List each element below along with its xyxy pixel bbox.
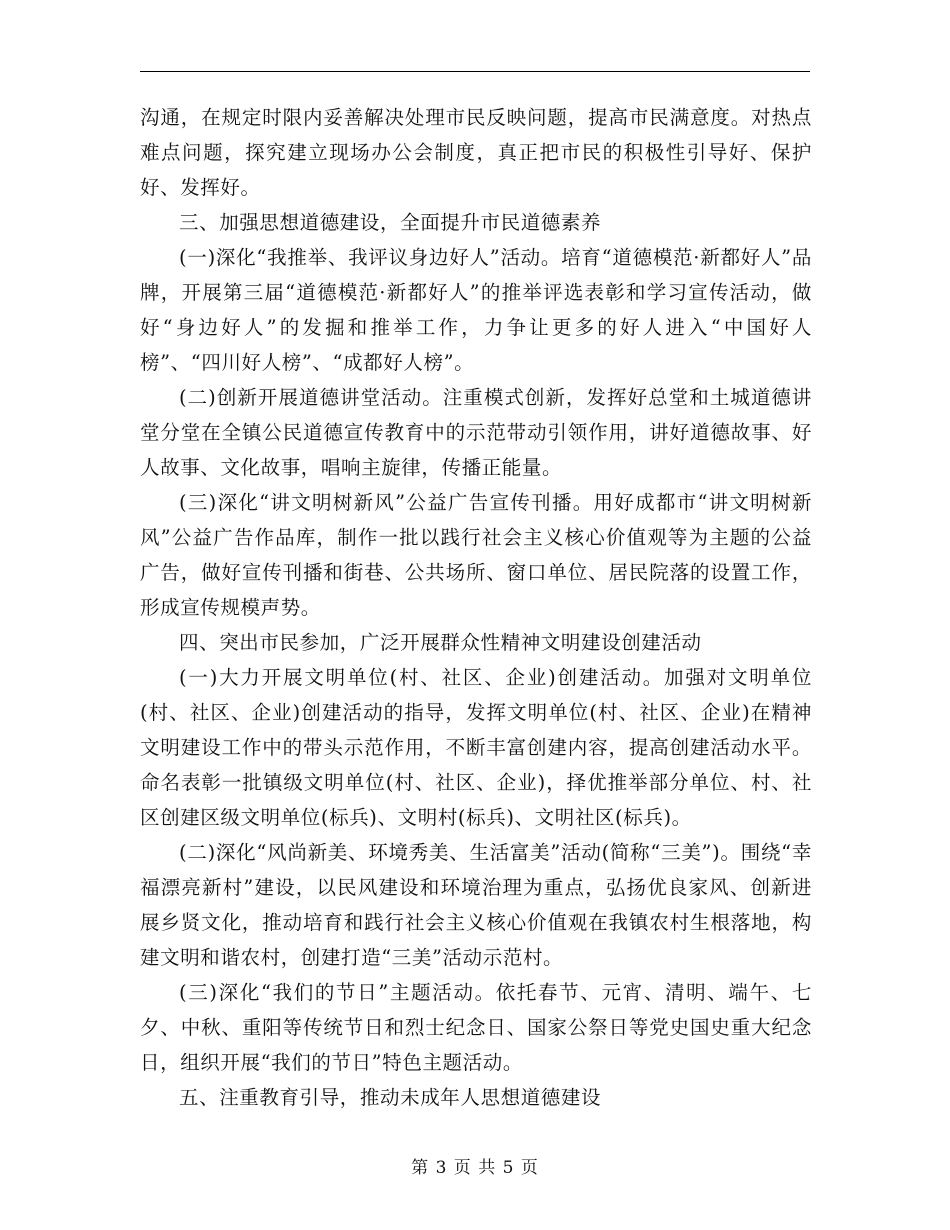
section-heading-3: 三、加强思想道德建设，全面提升市民道德素养 [179,211,602,234]
paragraph: (二)深化“风尚新美、环境秀美、生活富美”活动(简称“三美”)。围绕“幸福漂亮新村”建设，以民风建设和环境治理为重点，弘扬优良家风、创新进展乡贤文化，推动培育和践行社会主义核心价值观在我镇农村生根落地，构建文明和谐农村，创建打造“三美”活动示范村。 [140,841,812,969]
section-heading-5: 五、注重教育引导，推动未成年人思想道德建设 [179,1086,602,1109]
paragraph: 沟通，在规定时限内妥善解决处理市民反映问题，提高市民满意度。对热点难点问题，探究建立现场办公会制度，真正把市民的积极性引导好、保护好、发挥好。 [140,106,812,199]
section-heading-4: 四、突出市民参加，广泛开展群众性精神文明建设创建活动 [179,631,702,654]
paragraph: (三)深化“讲文明树新风”公益广告宣传刊播。用好成都市“讲文明树新风”公益广告作品库，制作一批以践行社会主义核心价值观等为主题的公益广告，做好宣传刊播和街巷、公共场所、窗口单位、居民院落的设置工作，形成宣传规模声势。 [140,491,812,619]
page-number-footer: 第 3 页 共 5 页 [411,1158,539,1178]
paragraph: (一)大力开展文明单位(村、社区、企业)创建活动。加强对文明单位(村、社区、企业)创建活动的指导，发挥文明单位(村、社区、企业)在精神文明建设工作中的带头示范作用，不断丰富创建内容，提高创建活动水平。命名表彰一批镇级文明单位(村、社区、企业)，择优推举部分单位、村、社区创建区级文明单位(标兵)、文明村(标兵)、文明社区(标兵)。 [140,666,812,829]
header-rule [140,71,810,72]
paragraph: (三)深化“我们的节日”主题活动。依托春节、元宵、清明、端午、七夕、中秋、重阳等传统节日和烈士纪念日、国家公祭日等党史国史重大纪念日，组织开展“我们的节日”特色主题活动。 [140,981,812,1074]
paragraph: (二)创新开展道德讲堂活动。注重模式创新，发挥好总堂和土城道德讲堂分堂在全镇公民道德宣传教育中的示范带动引领作用，讲好道德故事、好人故事、文化故事，唱响主旋律，传播正能量。 [140,386,812,479]
paragraph: (一)深化“我推举、我评议身边好人”活动。培育“道德模范·新都好人”品牌，开展第三届“道德模范·新都好人”的推举评选表彰和学习宣传活动，做好“身边好人”的发掘和推举工作，力争让更多的好人进入“中国好人榜”、“四川好人榜”、“成都好人榜”。 [140,246,812,374]
document-body [140,100,812,1115]
